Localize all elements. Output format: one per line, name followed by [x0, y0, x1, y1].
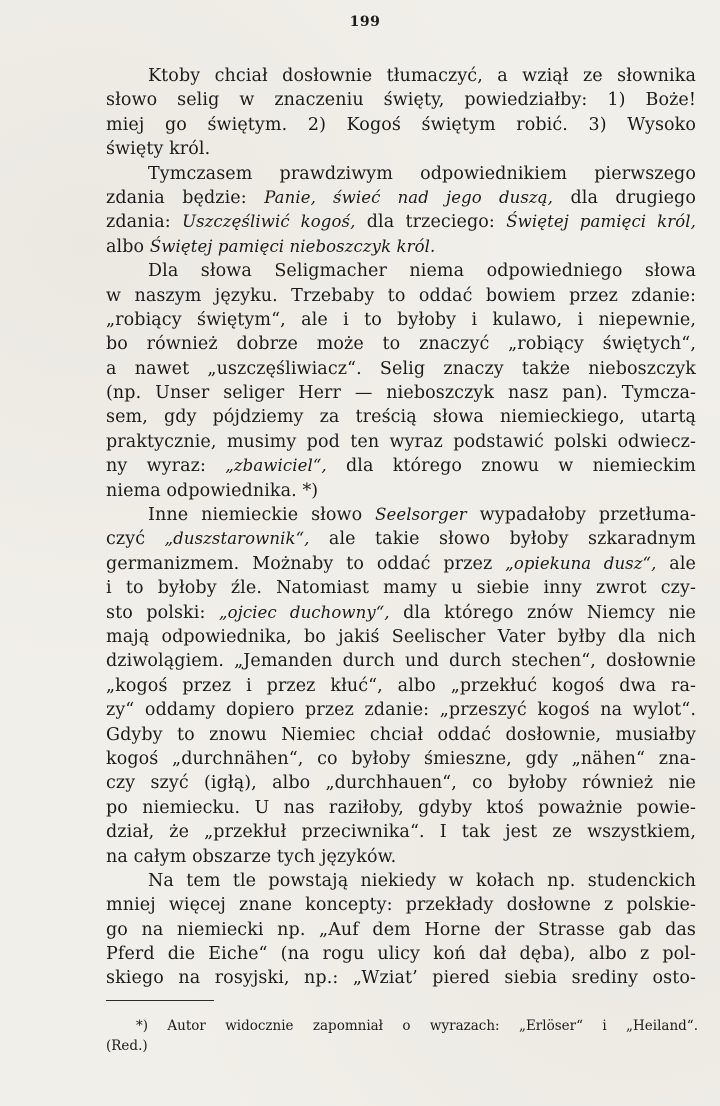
text-run: dla którego znowu w niemieckim	[326, 456, 696, 477]
italic-phrase: Uszczęśliwić kogoś,	[182, 212, 356, 232]
text-line: Dla słowa Seligmacher niema odpowiedniego słowa	[148, 261, 696, 282]
text-line: w naszym języku. Trzebaby to oddać bowiem przez zdanie:	[106, 285, 696, 306]
text-line: skiego na rosyjski, np.: „Wziat’ piered siebia srediny osto-	[106, 968, 696, 989]
text-line	[106, 454, 696, 478]
text-line: Tymczasem prawdziwym odpowiednikiem pierwszego	[148, 163, 696, 184]
italic-phrase: Świętej pamięci nieboszczyk król.	[149, 236, 436, 256]
text-run: dla drugiego	[552, 187, 696, 208]
text-line: Ktoby chciał dosłownie tłumaczyć, a wziął ze słownika	[148, 66, 696, 86]
text-line: święty król.	[106, 139, 211, 160]
text-run: Inne niemieckie słowo	[148, 505, 376, 526]
italic-phrase: „opiekuna dusz“,	[505, 553, 657, 573]
text-run: sto polski:	[106, 602, 219, 623]
text-line: go na niemiecki np. „Auf dem Horne der Strasse gab das	[106, 919, 696, 940]
text-run: albo	[106, 236, 150, 257]
text-run: dla trzeciego:	[355, 212, 507, 233]
text-line: mniej więcej znane koncepty: przekłady dosłowne z polskie-	[106, 895, 696, 916]
italic-phrase: „ojciec duchowny“,	[218, 602, 390, 622]
text-run: zdania:	[106, 212, 183, 233]
text-run: ny wyraz:	[106, 456, 226, 477]
main-text	[106, 64, 696, 991]
text-line: bo również dobrze może to znaczyć „robiący świętych“,	[106, 334, 696, 355]
text-line	[106, 527, 696, 551]
text-line: praktycznie, musimy pod ten wyraz podstawić polski odwiecz-	[106, 431, 696, 452]
italic-phrase: Seelsorger	[375, 505, 467, 525]
text-line: (np. Unser seliger Herr — nieboszczyk nasz pan). Tymcza-	[106, 383, 696, 404]
text-line: niema odpowiednika. *)	[106, 480, 319, 501]
text-line: czy szyć (igłą), albo „durchhauen“, co byłoby również nie	[106, 773, 696, 794]
page-number: 199	[349, 14, 381, 30]
italic-phrase: „duszstarownik“,	[164, 529, 310, 549]
text-run: wypadałoby przetłuma-	[466, 505, 696, 526]
text-line: sem, gdy pójdziemy za treścią słowa niemieckiego, utartą	[106, 407, 696, 428]
text-run: ale	[656, 553, 696, 574]
footnote-divider	[106, 1000, 214, 1001]
text-line: po niemiecku. U nas raziłoby, gdyby ktoś poważnie powie-	[106, 797, 696, 818]
text-line	[106, 552, 696, 576]
text-line: „kogoś przez i przez kłuć“, albo „przekłuć kogoś dwa ra-	[106, 675, 696, 696]
text-line: i to byłoby źle. Natomiast mamy u siebie inny zwrot czy-	[106, 578, 696, 599]
footnote	[106, 1016, 698, 1056]
text-line	[106, 235, 696, 259]
text-line: Na tem tle powstają niekiedy w kołach np. studenckich	[148, 870, 696, 891]
text-line: na całym obszarze tych języków.	[106, 846, 397, 867]
text-line: Gdyby to znowu Niemiec chciał oddać dosłownie, musiałby	[106, 724, 696, 745]
text-line: miej go świętym. 2) Kogoś świętym robić. 3) Wysoko	[106, 114, 696, 135]
text-line: Pferd die Eiche“ (na rogu ulicy koń dał dęba), albo z pol-	[106, 944, 696, 965]
text-line: kogoś „durchnähen“, co byłoby śmieszne, gdy „nähen“ zna-	[106, 748, 696, 769]
text-line: zy“ oddamy dopiero przez zdanie: „przeszyć kogoś na wylot“.	[106, 700, 696, 721]
text-run: zdania będzie:	[106, 187, 265, 208]
text-line: mają odpowiednika, bo jakiś Seelischer Vater byłby dla nich	[106, 626, 696, 647]
text-line: dział, że „przekłuł przeciwnika“. I tak jest ze wszystkiem,	[106, 822, 696, 843]
text-line: a nawet „uszczęśliwiacz“. Selig znaczy także nieboszczyk	[106, 358, 696, 379]
text-line	[106, 503, 696, 527]
text-line	[106, 601, 696, 625]
footnote-line: *) Autor widocznie zapomniał o wyrazach: „Erlöser“ i „Heiland“.	[136, 1018, 698, 1034]
text-run: germanizmem. Możnaby to oddać przez	[106, 553, 506, 574]
text-run: czyć	[106, 529, 165, 550]
text-run: ale takie słowo byłoby szkaradnym	[309, 529, 696, 550]
italic-phrase: Panie, świeć nad jego duszą,	[264, 187, 553, 207]
text-run: dla którego znów Niemcy nie	[389, 602, 696, 623]
italic-phrase: Świętej pamięci król,	[506, 212, 696, 232]
text-line	[106, 186, 696, 210]
italic-phrase: „zbawiciel“,	[225, 456, 327, 476]
text-line: „robiący świętym“, ale i to byłoby i kulawo, i niepewnie,	[106, 309, 696, 330]
text-line	[106, 210, 696, 234]
text-line: dziwolągiem. „Jemanden durch und durch stechen“, dosłownie	[106, 651, 696, 672]
footnote-line: (Red.)	[106, 1038, 148, 1054]
text-line: słowo selig w znaczeniu święty, powiedziałby: 1) Boże!	[106, 90, 696, 111]
